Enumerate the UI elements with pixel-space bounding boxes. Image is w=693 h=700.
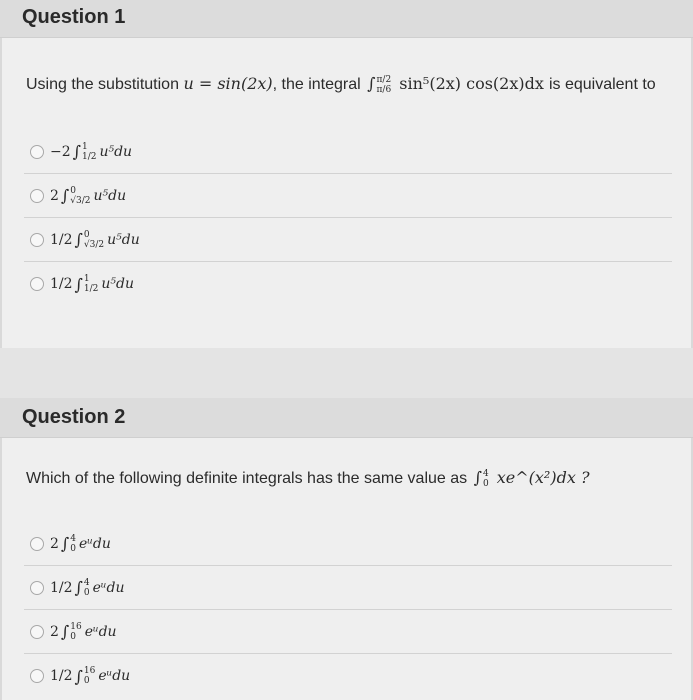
- integrand: u⁵du: [93, 187, 127, 204]
- coefficient: 2: [50, 187, 59, 204]
- upper-limit: 4: [83, 577, 90, 588]
- lower-limit: 0: [482, 478, 489, 489]
- question-2-body: [0, 438, 693, 700]
- integrand: eᵘdu: [84, 623, 117, 640]
- question-2-header: [0, 398, 693, 438]
- answer-option-3[interactable]: [24, 218, 672, 262]
- radio-button[interactable]: [30, 669, 44, 683]
- radio-button[interactable]: [30, 145, 44, 159]
- lower-limit: 0: [70, 631, 76, 642]
- answer-option-4[interactable]: [24, 262, 672, 306]
- question-1-prompt: [26, 74, 656, 95]
- integrand: eᵘdu: [79, 535, 111, 552]
- coefficient: 1/2: [50, 276, 73, 292]
- coefficient: 2: [50, 535, 59, 552]
- integrand: eᵘdu: [98, 668, 131, 684]
- prompt-integral: ∫ π/2 π/6 sin⁵(2x) cos(2x)dx: [367, 74, 544, 95]
- question-2-prompt: [26, 468, 590, 489]
- coefficient: 2: [50, 623, 59, 640]
- upper-limit: π/2: [376, 74, 392, 85]
- coefficient: 1/2: [50, 231, 73, 248]
- answer-option-4[interactable]: [24, 654, 672, 698]
- option-expression: 2 ∫ 16 0 eᵘdu: [50, 621, 117, 642]
- answer-option-1[interactable]: [24, 130, 672, 174]
- radio-button[interactable]: [30, 233, 44, 247]
- upper-limit: 1: [83, 274, 90, 284]
- answer-option-2[interactable]: [24, 174, 672, 218]
- radio-button[interactable]: [30, 537, 44, 551]
- question-1-header: [0, 0, 693, 38]
- lower-limit: √3/2: [83, 239, 105, 250]
- integrand: u⁵du: [99, 143, 133, 160]
- coefficient: 1/2: [50, 668, 73, 684]
- integrand: u⁵du: [101, 276, 134, 292]
- lower-limit: 0: [83, 587, 90, 598]
- upper-limit: 0: [83, 229, 90, 240]
- upper-limit: 16: [83, 666, 96, 676]
- lower-limit: 0: [70, 543, 76, 554]
- answer-option-2[interactable]: [24, 566, 672, 610]
- answer-option-3[interactable]: [24, 610, 672, 654]
- option-expression: 2 ∫ 4 0 eᵘdu: [50, 533, 111, 554]
- upper-limit: 16: [70, 621, 82, 632]
- option-expression: 1/2 ∫ 1 1/2 u⁵du: [50, 274, 134, 294]
- prompt-substitution: u = sin(2x): [183, 74, 273, 93]
- lower-limit: √3/2: [70, 195, 91, 206]
- answer-option-1[interactable]: [24, 522, 672, 566]
- upper-limit: 1: [81, 141, 88, 152]
- radio-button[interactable]: [30, 581, 44, 595]
- lower-limit: π/6: [376, 84, 392, 95]
- option-expression: −2 ∫ 1 1/2 u⁵du: [50, 141, 133, 162]
- radio-button[interactable]: [30, 625, 44, 639]
- coefficient: 1/2: [50, 579, 73, 596]
- upper-limit: 4: [70, 533, 76, 544]
- radio-button[interactable]: [30, 189, 44, 203]
- lower-limit: 0: [83, 676, 90, 686]
- integrand: eᵘdu: [92, 579, 125, 596]
- question-1-body: [0, 38, 693, 348]
- option-expression: 2 ∫ 0 √3/2 u⁵du: [50, 185, 127, 206]
- prompt-integral: ∫ 4 0 xe^(x²)dx ?: [473, 468, 590, 489]
- coefficient: −2: [50, 143, 71, 160]
- option-expression: 1/2 ∫ 0 √3/2 u⁵du: [50, 229, 140, 250]
- integrand: sin⁵(2x) cos(2x)dx: [399, 74, 544, 93]
- prompt-text: Which of the following definite integrals has the same value as: [26, 470, 468, 487]
- question-separator: [0, 348, 693, 398]
- integrand: u⁵du: [107, 231, 140, 248]
- option-expression: 1/2 ∫ 4 0 eᵘdu: [50, 577, 125, 598]
- prompt-text: Using the substitution: [26, 76, 179, 93]
- integrand: xe^(x²)dx ?: [496, 468, 590, 487]
- radio-button[interactable]: [30, 277, 44, 291]
- question-2-title: Question 2: [22, 406, 126, 428]
- lower-limit: 1/2: [81, 151, 97, 162]
- lower-limit: 1/2: [83, 284, 99, 294]
- upper-limit: 4: [482, 468, 489, 479]
- upper-limit: 0: [70, 185, 76, 196]
- prompt-text-mid: , the integral: [272, 76, 361, 93]
- option-expression: 1/2 ∫ 16 0 eᵘdu: [50, 666, 131, 686]
- question-1-title: Question 1: [22, 6, 126, 28]
- prompt-text-end: is equivalent to: [548, 76, 656, 93]
